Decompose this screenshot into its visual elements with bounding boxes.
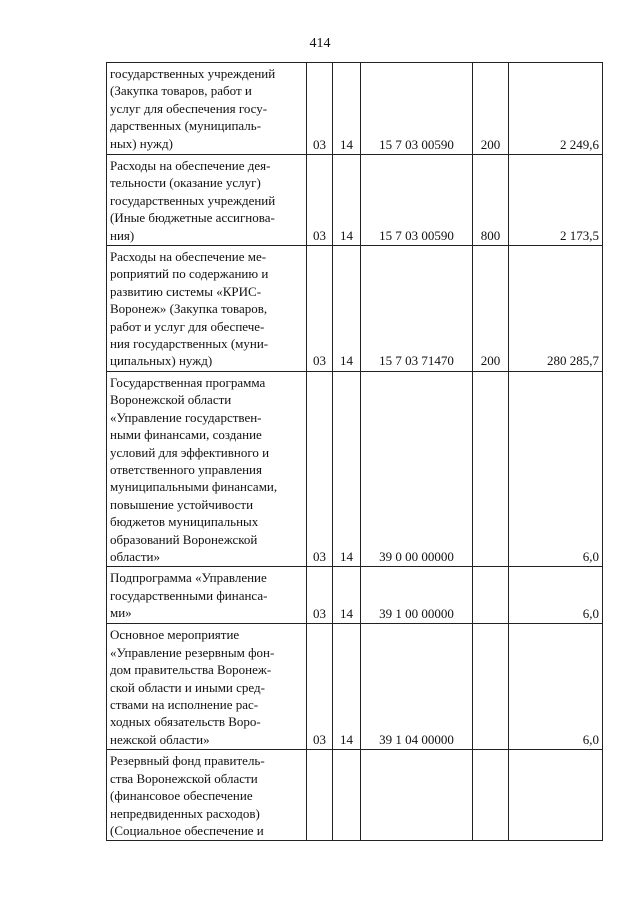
section-code: 03: [307, 567, 333, 624]
row-description: Резервный фонд правитель- ства Воронежской области (финансовое обеспечение непредвиденных расходов) (Социальное обеспечение и: [110, 753, 265, 838]
table-row: [107, 155, 603, 246]
expense-type-code: [473, 750, 509, 841]
target-article-code: 15 7 03 00590: [361, 155, 473, 246]
section-code: 03: [307, 63, 333, 155]
expense-type-code: 200: [473, 246, 509, 372]
amount: 2 249,6: [509, 63, 603, 155]
amount: [509, 750, 603, 841]
row-description-cell: [107, 371, 307, 566]
amount: 2 173,5: [509, 155, 603, 246]
row-description-cell: [107, 567, 307, 624]
amount: 6,0: [509, 567, 603, 624]
subsection-code: [333, 750, 361, 841]
table-row: [107, 750, 603, 841]
table-row: [107, 63, 603, 155]
subsection-code: 14: [333, 567, 361, 624]
table-row: [107, 567, 603, 624]
target-article-code: 39 1 04 00000: [361, 624, 473, 750]
subsection-code: 14: [333, 246, 361, 372]
subsection-code: 14: [333, 624, 361, 750]
page-number: 414: [309, 36, 331, 51]
row-description: Подпрограмма «Управление государственными финанса- ми»: [110, 570, 268, 621]
expense-type-code: [473, 567, 509, 624]
subsection-code: 14: [333, 155, 361, 246]
table-row: [107, 371, 603, 566]
table-row: [107, 246, 603, 372]
row-description: Расходы на обеспечение ме- роприятий по содержанию и развитию системы «КРИС- Воронеж» (Закупка товаров, работ и услуг для обеспече- ния государственных (муни- ципальных) нужд): [110, 249, 269, 369]
section-code: 03: [307, 624, 333, 750]
subsection-code: 14: [333, 371, 361, 566]
section-code: 03: [307, 371, 333, 566]
row-description-cell: [107, 750, 307, 841]
target-article-code: 15 7 03 71470: [361, 246, 473, 372]
expense-type-code: [473, 371, 509, 566]
subsection-code: 14: [333, 63, 361, 155]
row-description-cell: [107, 155, 307, 246]
target-article-code: [361, 750, 473, 841]
amount: 6,0: [509, 624, 603, 750]
row-description: Расходы на обеспечение дея- тельности (оказание услуг) государственных учреждений (Иные бюджетные ассигнова- ния): [110, 158, 276, 243]
row-description-cell: [107, 63, 307, 155]
row-description: Основное мероприятие «Управление резервным фон- дом правительства Воронеж- ской области и иными сред- ствами на исполнение рас- ходных обязательств Воро- нежской области»: [110, 627, 275, 747]
budget-table: [106, 62, 603, 841]
row-description: Государственная программа Воронежской области «Управление государствен- ными финансами, создание условий для эффективного и ответственного управления муниципальными финансами, повышение устойчивости бюджетов муниципальных образований Воронежской области»: [110, 374, 278, 564]
row-description: государственных учреждений (Закупка товаров, работ и услуг для обеспечения госу- дарственных (муниципаль- ных) нужд): [110, 66, 276, 151]
amount: 280 285,7: [509, 246, 603, 372]
expense-type-code: 800: [473, 155, 509, 246]
expense-type-code: 200: [473, 63, 509, 155]
section-code: 03: [307, 246, 333, 372]
expense-type-code: [473, 624, 509, 750]
table-row: [107, 624, 603, 750]
amount: 6,0: [509, 371, 603, 566]
target-article-code: 39 0 00 00000: [361, 371, 473, 566]
section-code: 03: [307, 155, 333, 246]
target-article-code: 15 7 03 00590: [361, 63, 473, 155]
section-code: [307, 750, 333, 841]
target-article-code: 39 1 00 00000: [361, 567, 473, 624]
row-description-cell: [107, 246, 307, 372]
row-description-cell: [107, 624, 307, 750]
